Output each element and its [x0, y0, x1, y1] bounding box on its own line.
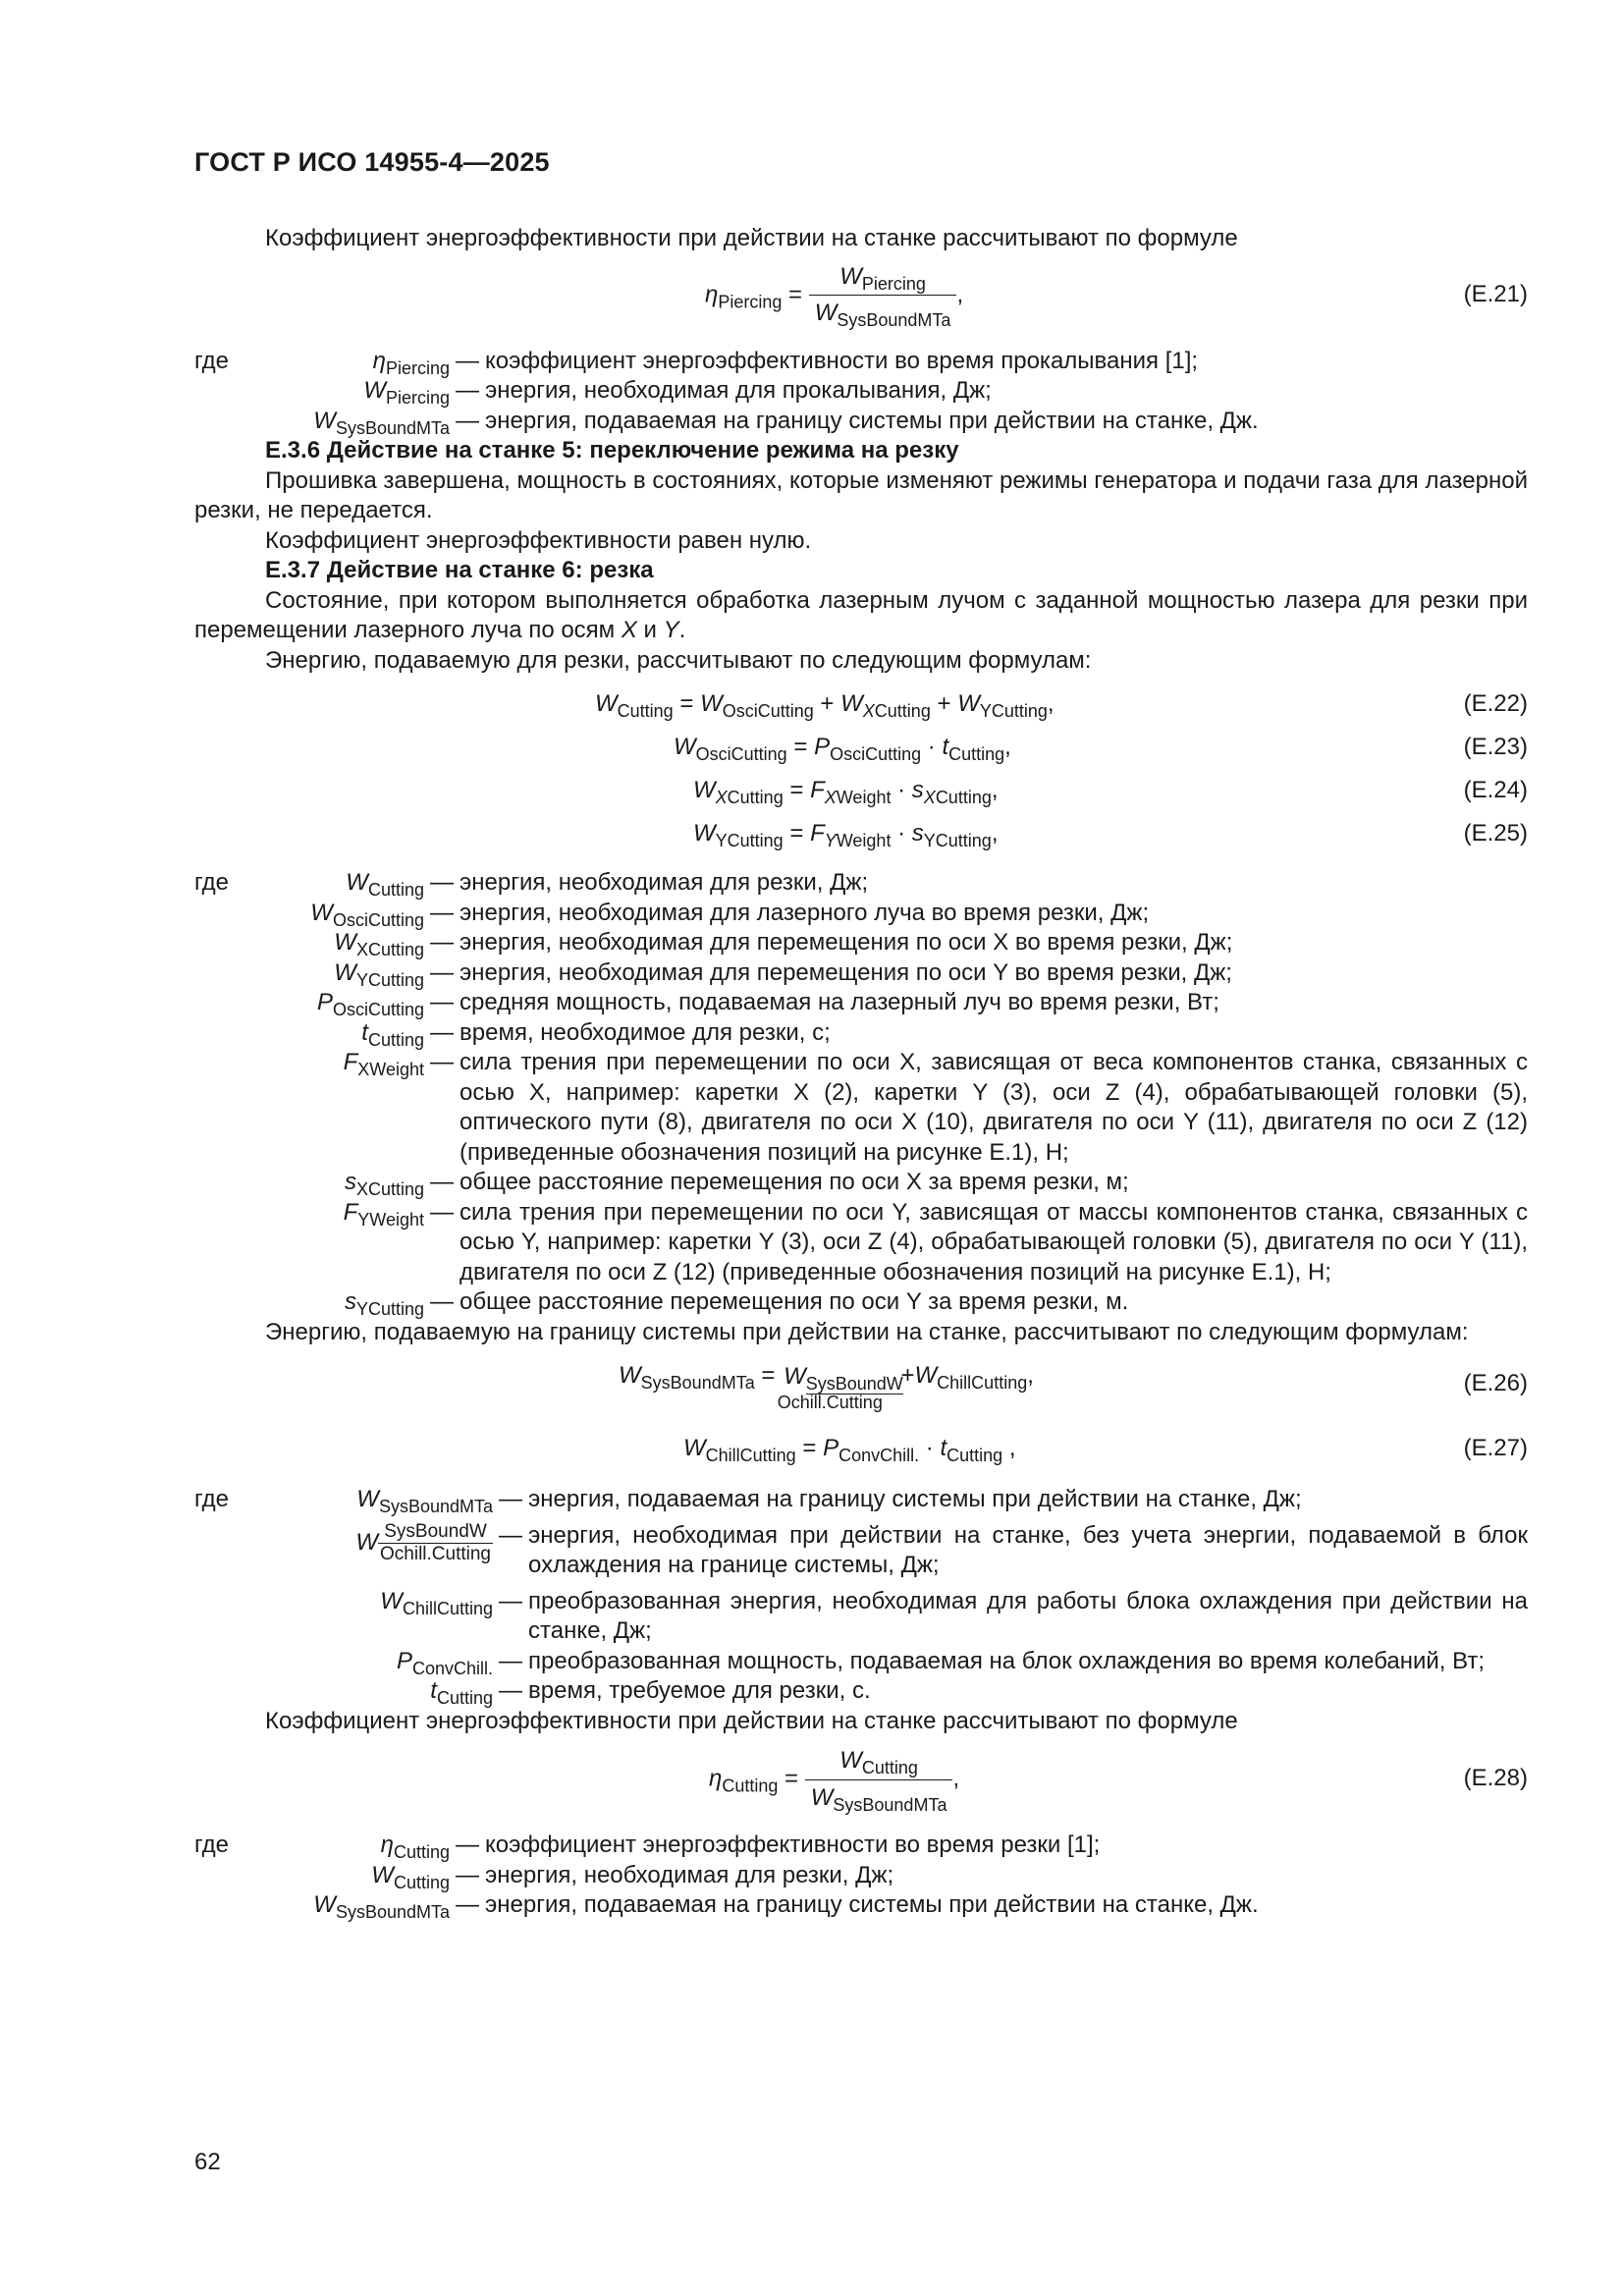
formula-e25: $W_{YCutting} = F_{YWeight} \cdot s_{YCutting}$, (E.25) — [693, 820, 1528, 850]
legend-row — [194, 347, 1528, 377]
legend-text: сила трения при перемещении по оси Y, зависящая от массы компонентов станка, связанных с осью Y, например: каретки Y (3), оси Z (4), обрабатывающей головки (5), двигателя по оси Y (11), двигателя по оси Z (12) (приведенные обозначения позиций на рисунке Е.1), Н; — [460, 1198, 1528, 1285]
formula-e26: $W_{SysBoundMTa}$ = $W_{SysBoundW}$ $_{Ochill.Cutting} +W_{ChillCutting}$, (E.26) — [619, 1362, 1528, 1412]
legend-symbol: $W_{Cutting}$ — [371, 1861, 450, 1892]
legend-row — [194, 958, 1528, 989]
legend-dash: — — [430, 1169, 454, 1195]
legend-text: средняя мощность, подаваемая на лазерный луч во время резки, Вт; — [460, 989, 1219, 1015]
legend-symbol: $W_{YCutting}$ — [334, 958, 424, 990]
legend-dash: — — [430, 929, 454, 956]
where-label: где — [194, 1486, 230, 1512]
legend-text: энергия, подаваемая на границу системы при действии на станке, Дж. — [485, 1891, 1259, 1918]
formula-e22: $W_{Cutting} = W_{OsciCutting} + W_{XCutting} + W_{YCutting}$, (E.22) — [595, 690, 1528, 721]
page-number: 62 — [194, 2149, 221, 2175]
legend-row — [194, 1861, 1528, 1891]
legend-dash: — — [456, 1891, 479, 1918]
where-label: где — [194, 1831, 230, 1858]
legend-dash: — — [456, 377, 479, 404]
legend-symbol: $F_{XWeight}$ — [343, 1049, 424, 1079]
paragraph-e37-3: Энергию, подаваемую на границу системы при действии на станке, рассчитывают по следующим формулам: — [265, 1318, 1469, 1345]
legend-dash: — — [456, 1831, 479, 1858]
formula-e28: $\eta_{Cutting}$ = $\frac{W_{Cutting}}{W_{SysBoundMTa}}$ , (E.28) — [709, 1747, 1528, 1815]
formula-e24: $W_{XCutting} = F_{XWeight} \cdot s_{XCutting}$, (E.24) — [693, 777, 1528, 807]
legend-row — [194, 1890, 1528, 1921]
legend-row — [194, 407, 1528, 437]
legend-symbol: $\eta_{Piercing}$ — [372, 347, 450, 378]
legend-symbol: $F_{YWeight}$ — [343, 1198, 424, 1230]
legend-symbol: W SysBoundW Ochill.Cutting — [355, 1520, 491, 1564]
legend-symbol: $P_{ConvChill.}$ — [396, 1647, 493, 1678]
legend-row — [194, 1831, 1528, 1861]
legend-symbol: $\eta_{Cutting}$ — [380, 1831, 450, 1862]
legend-row — [194, 1647, 1528, 1677]
paragraph-intro-2: Коэффициент энергоэффективности при действии на станке рассчитывают по формуле — [265, 1707, 1238, 1734]
heading-e37: Е.3.7 Действие на станке 6: резка — [265, 557, 654, 583]
legend-text: энергия, подаваемая на границу системы при действии на станке, Дж. — [485, 407, 1259, 434]
legend-text: энергия, необходимая для перемещения по оси Y во время резки, Дж; — [460, 958, 1232, 986]
formula-number: (E.23) — [1463, 734, 1528, 760]
formula-e21 — [194, 256, 1528, 339]
legend-text: время, требуемое для резки, с. — [528, 1677, 871, 1704]
legend-e26-e27 — [194, 1485, 1528, 1707]
formula-e21-expr: $\eta_{Piercing}$ = $\frac{W_{Piercing}}{W_{SysBoundMTa}}$ , — [705, 262, 964, 330]
legend-dash: — — [430, 989, 454, 1015]
formula-number: (E.22) — [1463, 690, 1528, 717]
legend-row — [194, 1587, 1528, 1647]
where-label: где — [194, 347, 230, 374]
fraction: $\frac{W_{Piercing}}{W_{SysBoundMTa}}$ — [809, 262, 957, 329]
legend-text: коэффициент энергоэффективности во время прокалывания [1]; — [485, 347, 1199, 374]
legend-dash: — — [499, 1587, 522, 1614]
legend-dash: — — [430, 958, 454, 986]
legend-row — [194, 1521, 1528, 1581]
legend-text: коэффициент энергоэффективности во время резки [1]; — [485, 1831, 1101, 1858]
legend-text: энергия, необходимая при действии на станке, без учета энергии, подаваемой в блок охлаждения на границе системы, Дж; — [528, 1521, 1528, 1578]
paragraph-e37-1: Состояние, при котором выполняется обработка лазерным лучом с заданной мощностью лазера для резки при перемещении лазерного луча по осям X и Y. — [194, 586, 1528, 643]
legend-dash: — — [499, 1677, 522, 1704]
paragraph-e36-2: Коэффициент энергоэффективности равен нулю. — [265, 526, 812, 554]
legend-row — [194, 1287, 1528, 1318]
legend-symbol: $s_{YCutting}$ — [344, 1288, 424, 1319]
legend-text: преобразованная мощность, подаваемая на блок охлаждения во время колебаний, Вт; — [528, 1647, 1486, 1674]
legend-row — [194, 1676, 1528, 1707]
paragraph-intro: Коэффициент энергоэффективности при действии на станке рассчитывают по формуле — [265, 225, 1238, 251]
legend-dash: — — [499, 1521, 522, 1549]
legend-row — [194, 1198, 1528, 1288]
formula-number: (E.21) — [1463, 280, 1528, 307]
legend-text: время, необходимое для резки, с; — [460, 1018, 831, 1046]
legend-dash: — — [499, 1647, 522, 1674]
legend-row — [194, 1018, 1528, 1049]
legend-dash: — — [456, 347, 479, 374]
heading-e36: Е.3.6 Действие на станке 5: переключение режима на резку — [265, 437, 959, 464]
legend-dash: — — [430, 1018, 454, 1046]
document-header: ГОСТ Р ИСО 14955-4—2025 — [194, 147, 550, 177]
formula-number: (E.25) — [1463, 820, 1528, 847]
formula-number: (E.28) — [1463, 1765, 1528, 1791]
legend-symbol: $s_{XCutting}$ — [344, 1169, 424, 1199]
paragraph-e36-1: Прошивка завершена, мощность в состояниях, которые изменяют режимы генератора и подачи газа для лазерной резки, не передается. — [194, 466, 1528, 523]
legend-text: энергия, подаваемая на границу системы при действии на станке, Дж; — [528, 1486, 1302, 1512]
where-label: где — [194, 869, 230, 896]
legend-dash: — — [456, 1861, 479, 1888]
formula-number: (E.27) — [1463, 1435, 1528, 1461]
legend-dash: — — [430, 899, 454, 926]
legend-row — [194, 928, 1528, 958]
legend-row — [194, 868, 1528, 899]
legend-e21 — [194, 347, 1528, 437]
legend-row — [194, 376, 1528, 407]
legend-text: общее расстояние перемещения по оси X за время резки, м; — [460, 1169, 1129, 1195]
legend-symbol: $W_{SysBoundMTa}$ — [313, 407, 450, 438]
section-e35-end — [194, 224, 1528, 1921]
legend-e28 — [194, 1831, 1528, 1921]
legend-dash: — — [430, 1198, 454, 1226]
legend-text: энергия, необходимая для перемещения по оси X во время резки, Дж; — [460, 929, 1233, 956]
formula-e27: $W_{ChillCutting} = P_{ConvChill.} \cdot t_{Cutting}$ , (E.27) — [683, 1435, 1528, 1465]
legend-row — [194, 1168, 1528, 1198]
legend-text: общее расстояние перемещения по оси Y за время резки, м. — [460, 1288, 1129, 1315]
legend-symbol: $W_{OsciCutting}$ — [310, 899, 424, 930]
legend-row — [194, 988, 1528, 1018]
legend-row — [194, 1485, 1528, 1515]
legend-e22-e25 — [194, 868, 1528, 1318]
legend-symbol: $P_{OsciCutting}$ — [316, 989, 424, 1019]
formula-number: (E.24) — [1463, 777, 1528, 803]
legend-text: преобразованная энергия, необходимая для работы блока охлаждения при действии на станке, Дж; — [528, 1587, 1528, 1644]
legend-dash: — — [430, 869, 454, 896]
legend-row — [194, 899, 1528, 929]
legend-dash: — — [499, 1486, 522, 1512]
legend-text: энергия, необходимая для лазерного луча во время резки, Дж; — [460, 899, 1150, 926]
legend-text: энергия, необходимая для резки, Дж; — [485, 1861, 894, 1888]
legend-symbol: $t_{Cutting}$ — [430, 1677, 493, 1708]
legend-symbol: $W_{SysBoundMTa}$ — [313, 1891, 450, 1922]
legend-symbol: $t_{Cutting}$ — [361, 1018, 424, 1050]
formula-e23: $W_{OsciCutting} = P_{OsciCutting} \cdot t_{Cutting}$, (E.23) — [674, 734, 1528, 764]
legend-dash: — — [430, 1288, 454, 1315]
formula-number: (E.26) — [1463, 1370, 1528, 1396]
paragraph-e37-2: Энергию, подаваемую для резки, рассчитывают по следующим формулам: — [265, 646, 1092, 674]
legend-text: сила трения при перемещении по оси X, зависящая от веса компонентов станка, связанных с осью X, например: каретки X (2), каретки Y (3), оси Z (4), обрабатывающей головки (5), оптического пути (8), двигателя по оси X (10), двигателя по оси Y (11), двигателя по оси Z (12) (приведенные обозначения позиций на рисунке Е.1), Н; — [460, 1049, 1528, 1166]
legend-text: энергия, необходимая для резки, Дж; — [460, 869, 869, 896]
legend-dash: — — [456, 407, 479, 434]
legend-symbol: $W_{XCutting}$ — [334, 929, 424, 959]
legend-row — [194, 1048, 1528, 1168]
legend-symbol: $W_{SysBoundMTa}$ — [356, 1486, 493, 1516]
legend-symbol: $W_{Piercing}$ — [363, 377, 450, 408]
legend-dash: — — [430, 1049, 454, 1075]
legend-text: энергия, необходимая для прокалывания, Дж; — [485, 377, 992, 404]
legend-symbol: $W_{ChillCutting}$ — [380, 1587, 493, 1618]
legend-symbol: $W_{Cutting}$ — [346, 869, 424, 900]
